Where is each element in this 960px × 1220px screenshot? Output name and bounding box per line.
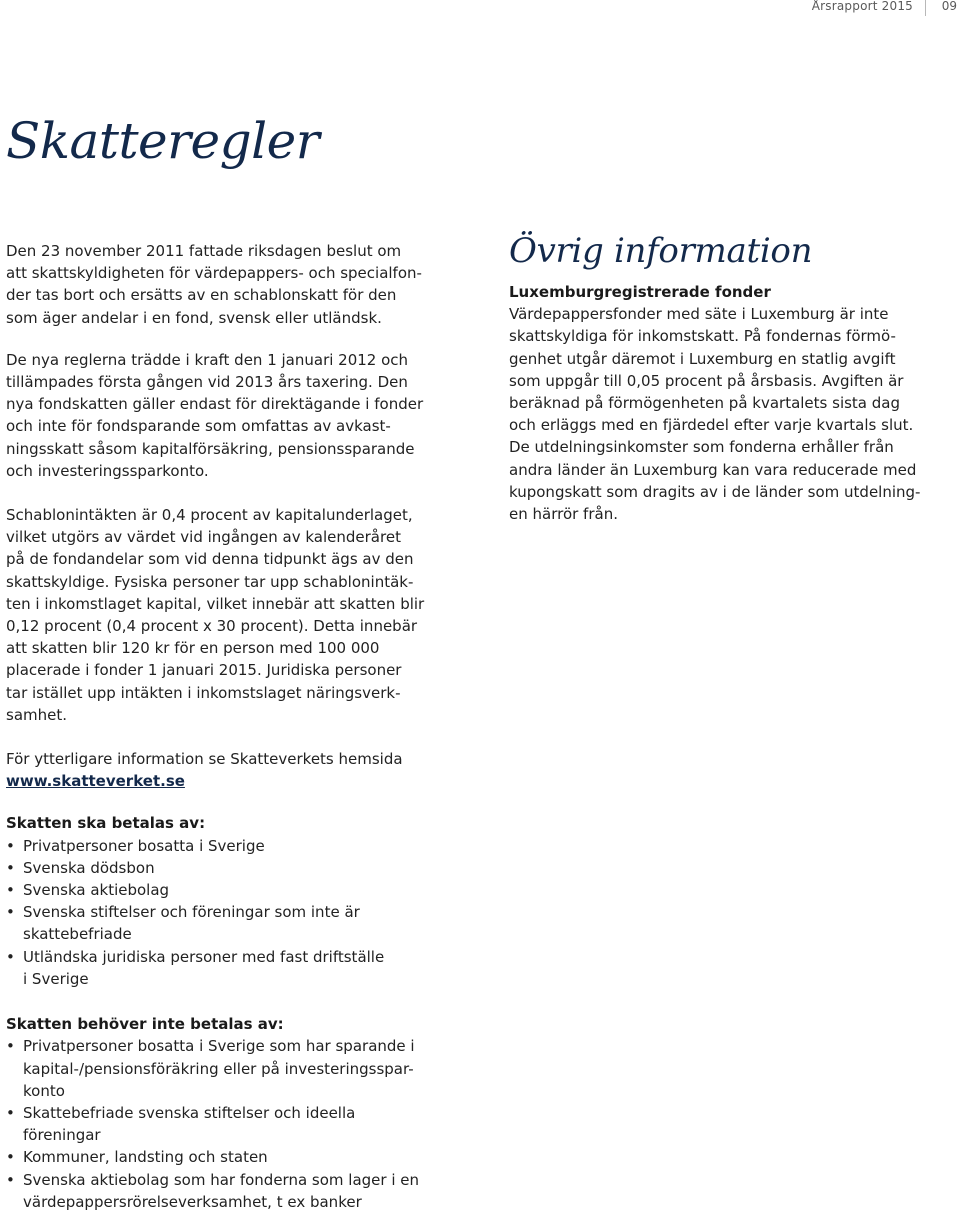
pay-heading: Skatten ska betalas av: <box>6 814 206 833</box>
left-column <box>6 240 476 1213</box>
section-title: Övrig information <box>509 231 813 271</box>
nopay-heading: Skatten behöver inte betalas av: <box>6 1015 284 1034</box>
list-item: • Svenska dödsbon <box>6 857 476 879</box>
bullet-icon: • <box>6 1148 15 1167</box>
bullet-icon: • <box>6 858 15 877</box>
header-divider <box>925 0 926 16</box>
luxembourg-heading: Luxemburgregistrerade fonder <box>509 283 771 301</box>
schablon-paragraph: Schablonintäkten är 0,4 procent av kapitalunderlaget, vilket utgörs av värdet vid ingången av kalenderåret på de fondandelar som vid denna tidpunkt ägs av den skattskyldige. Fysiska personer tar upp schablonintäk- ten i inkomstlaget kapital, vilket innebär att skatten blir 0,12 procent (0,4 procent x 30 procent). Detta innebär att skatten blir 120 kr för en person med 100 000 placerade i fonder 1 januari 2015. Juridiska personer tar istället upp intäkten i inkomstslaget näringsverk- samhet. <box>6 506 425 724</box>
bullet-icon: • <box>6 903 15 922</box>
list-item: • Privatpersoner bosatta i Sverige <box>6 835 476 857</box>
page-title: Skatteregler <box>6 112 320 170</box>
luxembourg-paragraph: Värdepappersfonder med säte i Luxemburg är inte skattskyldiga för inkomstskatt. På fondernas förmö- genhet utgår däremot i Luxemburg en statlig avgift som uppgår till 0,05 procent på årsbasis. Avgiften är beräknad på förmögenheten på kvartalets sista dag och erläggs med en fjärdedel efter varje kvartals slut. De utdelningsinkomster som fonderna erhåller från andra länder än Luxemburg kan vara reducerade med kupongskatt som dragits av i de länder som utdelning- en härrör från. <box>509 305 921 524</box>
bullet-icon: • <box>6 1170 15 1189</box>
list-item: • Svenska aktiebolag som har fonderna som lager i en värdepappersrörelseverksamhet, t ex banker <box>6 1170 420 1211</box>
info-paragraph <box>6 748 476 792</box>
pay-list <box>6 835 476 990</box>
nopay-list <box>6 1035 476 1213</box>
bullet-icon: • <box>6 836 15 855</box>
page-header <box>0 0 960 16</box>
skatteverket-link[interactable]: www.skatteverket.se <box>6 772 185 791</box>
list-item: • Utländska juridiska personer med fast driftställe i Sverige <box>6 947 385 988</box>
list-item: • Kommuner, landsting och staten <box>6 1146 476 1168</box>
right-column <box>509 231 954 525</box>
bullet-icon: • <box>6 1103 15 1122</box>
page-number: 09 <box>941 0 957 13</box>
list-item: • Svenska aktiebolag <box>6 879 476 901</box>
rules-paragraph: De nya reglerna trädde i kraft den 1 januari 2012 och tillämpades första gången vid 2013 års taxering. Den nya fondskatten gäller endast för direktägande i fonder och inte för fondsparande som omfattas av avkast- ningsskatt såsom kapitalförsäkring, pensionssparande och investeringssparkonto. <box>6 350 424 480</box>
bullet-icon: • <box>6 1037 15 1056</box>
list-item: • Svenska stiftelser och föreningar som inte är skattebefriade <box>6 903 360 944</box>
list-item: • Privatpersoner bosatta i Sverige som har sparande i kapital-/pensionsföräkring eller på investeringsspar- konto <box>6 1037 415 1100</box>
bullet-icon: • <box>6 947 15 966</box>
report-title: Årsrapport 2015 <box>811 0 913 13</box>
intro-paragraph: Den 23 november 2011 fattade riksdagen beslut om att skattskyldigheten för värdepappers- och specialfon- der tas bort och ersätts av en schablonskatt för den som äger andelar i en fond, svensk eller utländsk. <box>6 242 422 327</box>
list-item: • Skattebefriade svenska stiftelser och ideella föreningar <box>6 1103 356 1145</box>
info-text: För ytterligare information se Skatteverkets hemsida <box>6 750 403 769</box>
bullet-icon: • <box>6 881 15 900</box>
